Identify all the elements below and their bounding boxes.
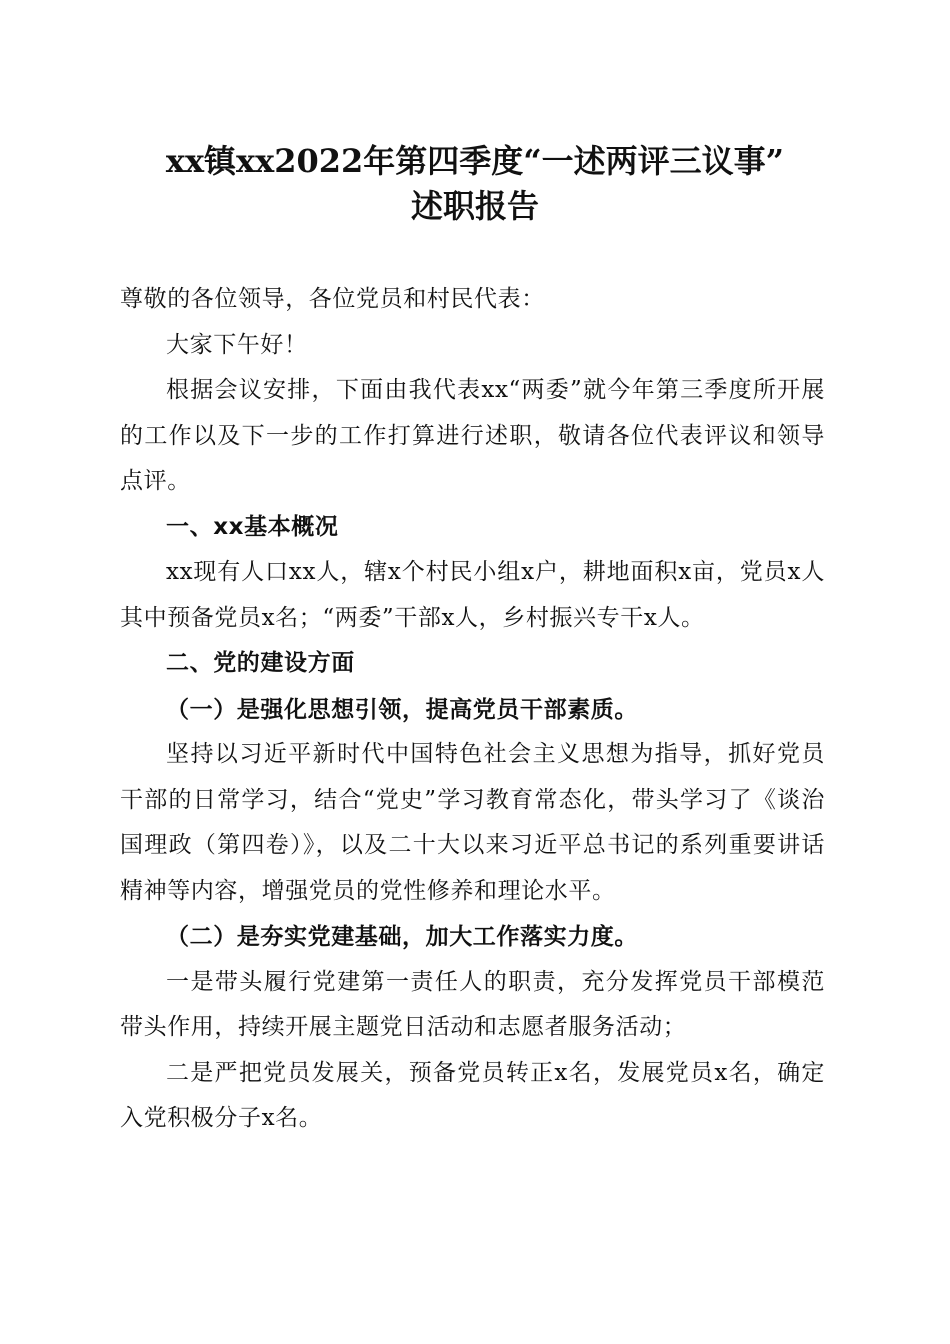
document-title-line2: 述职报告	[410, 187, 539, 225]
section2-sub2-point2: 二是严把党员发展关，预备党员转正x名，发展党员x名，确定入党积极分子x名。	[120, 1059, 825, 1131]
document-title-line1: xx镇xx2022年第四季度“一述两评三议事”	[165, 142, 785, 180]
section1-heading: 一、xx基本概况	[166, 513, 339, 540]
section2-subheading-1: （一）是强化思想引领，提高党员干部素质。	[166, 695, 638, 723]
section2-subheading-2: （二）是夯实党建基础，加大工作落实力度。	[166, 923, 638, 950]
section1-paragraph: xx现有人口xx人，辖x个村民小组x户，耕地面积x亩，党员x人其中预备党员x名；“两委”干部x人，乡村振兴专干x人。	[120, 559, 825, 631]
section2-sub2-point1: 一是带头履行党建第一责任人的职责，充分发挥党员干部模范带头作用，持续开展主题党日活动和志愿者服务活动；	[120, 968, 825, 1040]
salutation: 尊敬的各位领导，各位党员和村民代表：	[120, 286, 545, 312]
document-body	[120, 277, 825, 1142]
greeting: 大家下午好！	[166, 331, 308, 358]
section2-heading: 二、党的建设方面	[166, 650, 355, 676]
intro-paragraph: 根据会议安排，下面由我代表xx“两委”就今年第三季度所开展的工作以及下一步的工作打算进行述职，敬请各位代表评议和领导点评。	[120, 377, 825, 494]
section2-sub1-paragraph: 坚持以习近平新时代中国特色社会主义思想为指导，抓好党员干部的日常学习，结合“党史”学习教育常态化，带头学习了《谈治国理政（第四卷）》，以及二十大以来习近平总书记的系列重要讲话精神等内容，增强党员的党性修养和理论水平。	[120, 741, 825, 904]
